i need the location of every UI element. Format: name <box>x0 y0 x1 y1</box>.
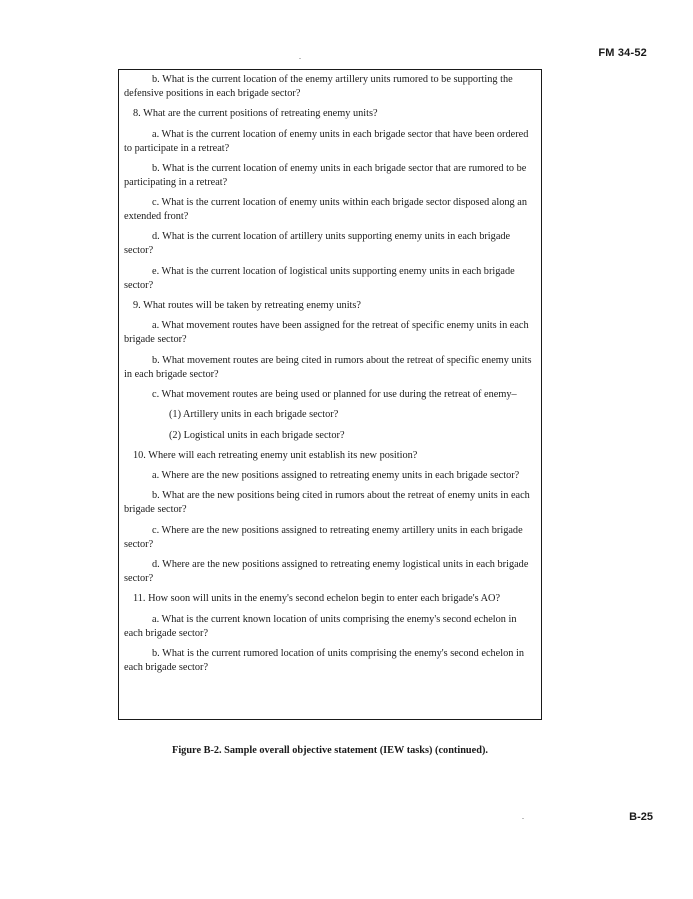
page-number: B-25 <box>629 811 653 823</box>
sub-question-item: b. What movement routes are being cited in rumors about the retreat of specific enemy units in each brigade sector? <box>124 354 532 380</box>
question-item: 11. How soon will units in the enemy's second echelon begin to enter each brigade's AO? <box>133 593 501 605</box>
question-item: 9. What routes will be taken by retreating enemy units? <box>133 300 361 312</box>
sub-question-item: b. What is the current rumored location of units comprising the enemy's second echelon in each brigade sector? <box>124 647 524 673</box>
sub-sub-question-item: (1) Artillery units in each brigade sector? <box>169 409 339 421</box>
figure-caption: Figure B-2. Sample overall objective statement (IEW tasks) (continued). <box>172 745 488 756</box>
sub-question-item: a. What is the current location of enemy units in each brigade sector that have been ordered to participate in a retreat? <box>124 128 529 154</box>
document-id: FM 34-52 <box>598 47 647 59</box>
sub-sub-question-item: (2) Logistical units in each brigade sector? <box>169 429 345 441</box>
question-item: 8. What are the current positions of retreating enemy units? <box>133 108 378 120</box>
sub-question-item: c. Where are the new positions assigned to retreating enemy artillery units in each brigade sector? <box>124 524 523 550</box>
sub-question-item: b. What is the current location of enemy units in each brigade sector that are rumored to be participating in a retreat? <box>124 162 527 188</box>
sub-question-item: c. What is the current location of enemy units within each brigade sector disposed along an extended front? <box>124 197 527 223</box>
sub-question-item: a. What is the current known location of units comprising the enemy's second echelon in each brigade sector? <box>124 613 517 639</box>
sub-question-item: b. What are the new positions being cited in rumors about the retreat of enemy units in each brigade sector? <box>124 490 530 516</box>
sub-question-item: d. What is the current location of artillery units supporting enemy units in each brigade sector? <box>124 231 511 257</box>
sub-question-item: c. What movement routes are being used or planned for use during the retreat of enemy– <box>152 388 517 400</box>
sub-question-item: b. What is the current location of the enemy artillery units rumored to be supporting the defensive positions in each brigade sector? <box>124 74 513 99</box>
sub-question-item: a. What movement routes have been assigned for the retreat of specific enemy units in each brigade sector? <box>124 320 529 346</box>
scan-speck: . <box>522 812 524 821</box>
sub-question-item: a. Where are the new positions assigned to retreating enemy units in each brigade sector? <box>152 470 520 482</box>
sub-question-item: e. What is the current location of logistical units supporting enemy units in each brigade sector? <box>124 265 515 291</box>
question-item: 10. Where will each retreating enemy unit establish its new position? <box>133 449 418 461</box>
scan-speck: . <box>299 52 301 61</box>
objective-statement-box <box>118 69 542 720</box>
sub-question-item: d. Where are the new positions assigned to retreating enemy logistical units in each brigade sector? <box>124 559 529 585</box>
